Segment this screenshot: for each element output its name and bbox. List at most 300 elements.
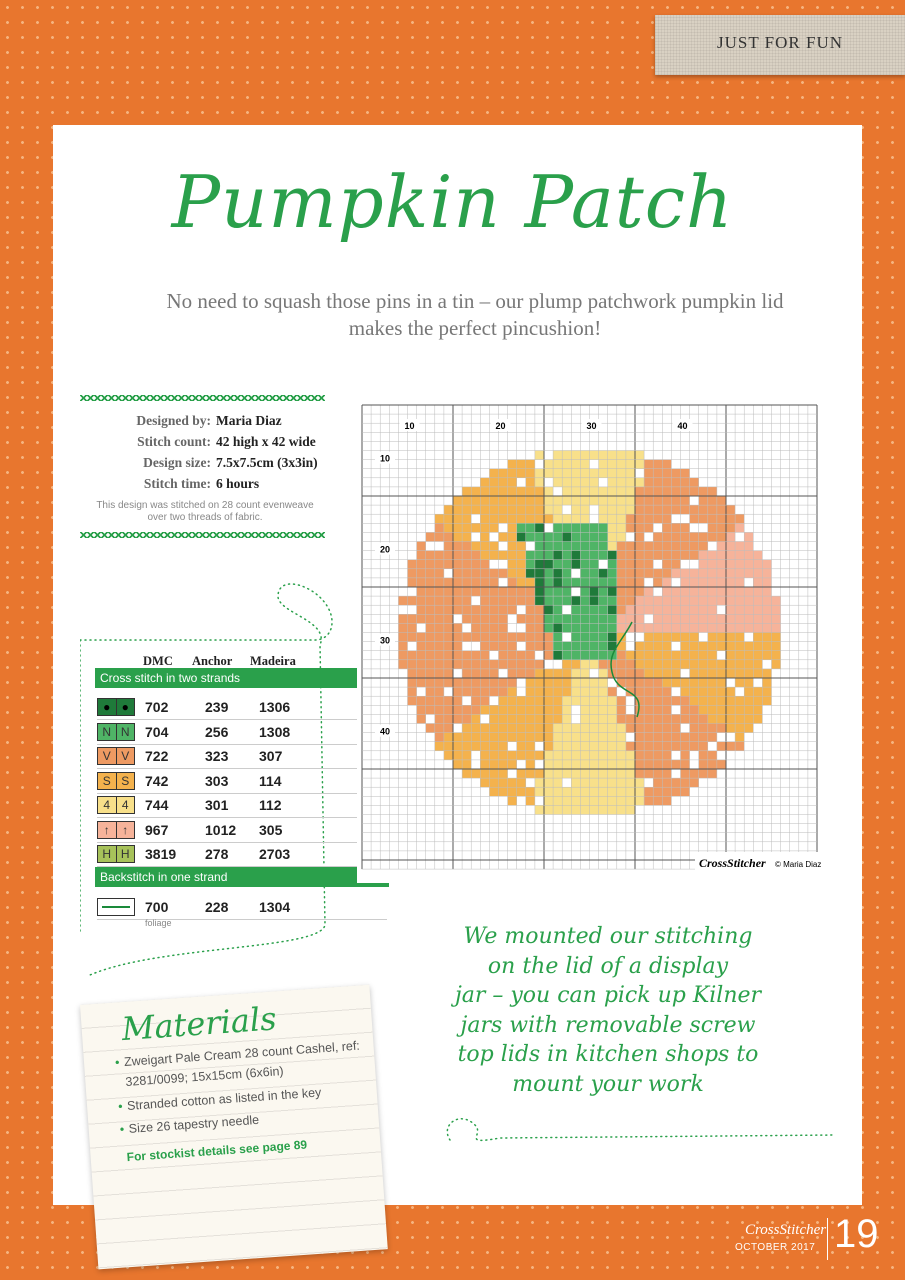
- stitch-cell: [653, 778, 662, 787]
- symbol-glyph: 4: [121, 798, 129, 812]
- stitch-cell: [699, 669, 708, 678]
- stitch-cell: [671, 542, 680, 551]
- stitch-cell: [444, 542, 453, 551]
- stitch-cell: [508, 651, 517, 660]
- stitch-cell: [699, 569, 708, 578]
- stitch-cell: [690, 623, 699, 632]
- stitch-cell: [517, 532, 526, 541]
- footer-date: OCTOBER 2017: [735, 1242, 816, 1253]
- key-dmc: 702: [145, 699, 169, 715]
- stitch-cell: [499, 678, 508, 687]
- stitch-cell: [453, 623, 462, 632]
- page-title: Pumpkin Patch: [171, 160, 734, 244]
- stitch-cell: [599, 551, 608, 560]
- stitch-cell: [526, 787, 535, 796]
- stitch-cell: [608, 596, 617, 605]
- stitch-cell: [753, 569, 762, 578]
- stitch-cell: [408, 596, 417, 605]
- symbol-glyph: H: [120, 847, 130, 861]
- stitch-cell: [599, 696, 608, 705]
- stitch-cell: [517, 787, 526, 796]
- stitch-cell: [535, 724, 544, 733]
- size-label: Design size:: [143, 454, 211, 470]
- key-row: [97, 793, 387, 818]
- stitch-cell: [744, 669, 753, 678]
- stitch-cell: [526, 560, 535, 569]
- stitch-cell: [553, 705, 562, 714]
- stitch-cell: [435, 687, 444, 696]
- stitch-cell: [499, 551, 508, 560]
- key-symbol: [97, 796, 135, 814]
- stitch-cell: [653, 687, 662, 696]
- stitch-cell: [608, 633, 617, 642]
- stitch-cell: [644, 551, 653, 560]
- stitch-cell: [426, 560, 435, 569]
- backstitch-swatch: [97, 898, 135, 916]
- chart-credit: © Maria Diaz: [775, 860, 822, 869]
- stitch-cell: [580, 596, 589, 605]
- stitch-cell: [644, 687, 653, 696]
- stitch-cell: [562, 460, 571, 469]
- stitch-cell: [608, 560, 617, 569]
- stitch-cell: [599, 751, 608, 760]
- stitch-cell: [526, 623, 535, 632]
- stitch-cell: [726, 669, 735, 678]
- stitch-cell: [544, 669, 553, 678]
- stitch-cell: [653, 696, 662, 705]
- stitch-cell: [708, 587, 717, 596]
- thread-key: [80, 640, 330, 935]
- stitch-cell: [617, 478, 626, 487]
- stitch-cell: [426, 660, 435, 669]
- stitch-cell: [699, 678, 708, 687]
- stitch-cell: [599, 796, 608, 805]
- stitch-cell: [471, 614, 480, 623]
- stitch-cell: [517, 778, 526, 787]
- stitch-cell: [662, 669, 671, 678]
- stitch-cell: [544, 487, 553, 496]
- stitch-cell: [417, 614, 426, 623]
- stitch-cell: [617, 651, 626, 660]
- stitch-cell: [681, 633, 690, 642]
- stitch-cell: [735, 542, 744, 551]
- stitch-cell: [580, 696, 589, 705]
- stitch-cell: [617, 542, 626, 551]
- stitch-cell: [671, 560, 680, 569]
- stitch-cell: [426, 532, 435, 541]
- stitch-cell: [426, 587, 435, 596]
- stitch-cell: [599, 605, 608, 614]
- stitch-cell: [562, 478, 571, 487]
- stitch-cell: [535, 642, 544, 651]
- stitch-cell: [690, 514, 699, 523]
- stitch-cell: [480, 678, 489, 687]
- stitch-cell: [717, 623, 726, 632]
- stitch-cell: [644, 678, 653, 687]
- stitch-cell: [681, 678, 690, 687]
- stitch-cell: [635, 614, 644, 623]
- stitch-cell: [644, 769, 653, 778]
- stitch-cell: [681, 532, 690, 541]
- stitch-cell: [553, 742, 562, 751]
- y-axis-label: 30: [379, 635, 391, 646]
- stitch-cell: [626, 451, 635, 460]
- stitch-cell: [499, 614, 508, 623]
- stitch-cell: [499, 587, 508, 596]
- stitch-cell: [580, 769, 589, 778]
- stitch-cell: [553, 614, 562, 623]
- stitch-cell: [671, 733, 680, 742]
- stitch-cell: [517, 487, 526, 496]
- stitch-cell: [580, 614, 589, 623]
- stitch-cell: [471, 587, 480, 596]
- stitch-cell: [735, 605, 744, 614]
- stitch-cell: [744, 623, 753, 632]
- material-item: • Stranded cotton as listed in the key: [126, 1079, 367, 1116]
- stitch-cell: [608, 551, 617, 560]
- stitch-cell: [608, 451, 617, 460]
- stitch-cell: [426, 569, 435, 578]
- stitch-cell: [599, 778, 608, 787]
- stitch-cell: [544, 605, 553, 614]
- stitch-cell: [480, 569, 489, 578]
- stitch-cell: [462, 551, 471, 560]
- stitch-cell: [690, 714, 699, 723]
- stitch-cell: [435, 532, 444, 541]
- stitch-cell: [699, 705, 708, 714]
- stitch-cell: [717, 587, 726, 596]
- stitch-cell: [435, 569, 444, 578]
- stitch-cell: [626, 614, 635, 623]
- stitch-cell: [453, 514, 462, 523]
- stitch-cell: [762, 560, 771, 569]
- stitch-cell: [580, 778, 589, 787]
- stitch-cell: [608, 496, 617, 505]
- stitch-cell: [753, 660, 762, 669]
- stitch-cell: [735, 696, 744, 705]
- stitch-cell: [590, 714, 599, 723]
- stitch-cell: [526, 523, 535, 532]
- stitch-cell: [735, 623, 744, 632]
- stitch-cell: [626, 596, 635, 605]
- stitch-cell: [690, 669, 699, 678]
- key-madeira: 1308: [259, 723, 291, 740]
- stitch-cell: [580, 623, 589, 632]
- stitch-cell: [626, 542, 635, 551]
- stitch-cell: [553, 587, 562, 596]
- stitch-cell: [599, 587, 608, 596]
- stitch-cell: [717, 551, 726, 560]
- stitch-cell: [562, 760, 571, 769]
- stitch-cell: [708, 496, 717, 505]
- stitch-cell: [489, 778, 498, 787]
- stitch-cell: [599, 523, 608, 532]
- stitch-cell: [662, 651, 671, 660]
- stitch-cell: [626, 523, 635, 532]
- stitch-cell: [744, 651, 753, 660]
- stitch-cell: [562, 669, 571, 678]
- stitch-cell: [480, 705, 489, 714]
- stitch-cell: [662, 714, 671, 723]
- backstitch-row: [97, 895, 387, 920]
- stitch-cell: [417, 660, 426, 669]
- stitch-cell: [635, 478, 644, 487]
- note-line: on the lid of a display: [487, 953, 729, 979]
- stitch-cell: [580, 742, 589, 751]
- stitch-cell: [626, 478, 635, 487]
- stitch-cell: [508, 633, 517, 642]
- key-anchor: 303: [205, 772, 229, 789]
- stitch-cell: [489, 578, 498, 587]
- stitch-cell: [489, 596, 498, 605]
- stitch-cell: [444, 705, 453, 714]
- stitch-cell: [408, 614, 417, 623]
- stitch-cell: [571, 487, 580, 496]
- stitch-cell: [708, 651, 717, 660]
- stitch-cell: [489, 705, 498, 714]
- stitch-cell: [635, 642, 644, 651]
- stitch-cell: [726, 687, 735, 696]
- stitch-cell: [590, 687, 599, 696]
- stitch-cell: [662, 633, 671, 642]
- stitch-cell: [535, 633, 544, 642]
- stitch-cell: [599, 614, 608, 623]
- stitch-cell: [635, 687, 644, 696]
- stitch-cell: [553, 633, 562, 642]
- stitch-cell: [408, 578, 417, 587]
- stitch-cell: [489, 587, 498, 596]
- stitch-cell: [435, 678, 444, 687]
- stitch-cell: [635, 669, 644, 678]
- stitch-cell: [653, 578, 662, 587]
- stitch-cell: [571, 623, 580, 632]
- stitch-cell: [435, 642, 444, 651]
- symbol-glyph: ↑: [122, 822, 129, 837]
- stitch-cell: [462, 505, 471, 514]
- stitch-cell: [489, 633, 498, 642]
- stitch-cell: [580, 678, 589, 687]
- stitch-cell: [526, 469, 535, 478]
- stitch-cell: [617, 623, 626, 632]
- stitch-cell: [662, 778, 671, 787]
- stitch-cell: [681, 760, 690, 769]
- stitch-cell: [762, 633, 771, 642]
- stitch-cell: [726, 714, 735, 723]
- stitch-cell: [608, 505, 617, 514]
- stitch-cell: [671, 714, 680, 723]
- stitch-cell: [553, 542, 562, 551]
- stitch-cell: [753, 642, 762, 651]
- stitch-cell: [580, 532, 589, 541]
- stitch-cell: [526, 696, 535, 705]
- stitch-cell: [753, 669, 762, 678]
- stitch-cell: [471, 523, 480, 532]
- stitch-cell: [644, 733, 653, 742]
- stitch-cell: [608, 714, 617, 723]
- symbol-glyph: N: [98, 724, 117, 740]
- stitch-cell: [590, 623, 599, 632]
- stitch-cell: [517, 669, 526, 678]
- stitch-cell: [526, 733, 535, 742]
- key-row: [97, 720, 387, 745]
- x-axis-label: 20: [495, 421, 506, 431]
- stitch-cell: [526, 460, 535, 469]
- stitch-cell: [553, 460, 562, 469]
- stitch-cell: [662, 660, 671, 669]
- stitch-cell: [599, 496, 608, 505]
- stitch-cell: [580, 496, 589, 505]
- mounting-note: [438, 922, 778, 1099]
- key-dmc: 742: [145, 772, 169, 789]
- stitch-cell: [617, 805, 626, 814]
- stitch-cell: [480, 523, 489, 532]
- stitch-cell: [635, 542, 644, 551]
- stitch-cell: [662, 542, 671, 551]
- stitch-cell: [653, 705, 662, 714]
- stitch-cell: [562, 733, 571, 742]
- stitch-cell: [671, 551, 680, 560]
- stitch-cell: [699, 487, 708, 496]
- stitch-cell: [426, 623, 435, 632]
- stitch-cell: [553, 505, 562, 514]
- stitch-cell: [608, 733, 617, 742]
- stitch-cell: [617, 769, 626, 778]
- stitch-cell: [681, 660, 690, 669]
- stitch-cell: [571, 596, 580, 605]
- stitch-cell: [608, 623, 617, 632]
- stitch-cell: [489, 505, 498, 514]
- stitch-cell: [499, 642, 508, 651]
- stitch-cell: [681, 478, 690, 487]
- stitch-cell: [599, 451, 608, 460]
- stitch-cell: [571, 523, 580, 532]
- stitch-cell: [580, 542, 589, 551]
- stitch-cell: [580, 523, 589, 532]
- stitch-cell: [772, 605, 781, 614]
- stitch-cell: [635, 751, 644, 760]
- stitch-cell: [508, 523, 517, 532]
- stitch-cell: [508, 505, 517, 514]
- stitch-cell: [617, 596, 626, 605]
- stitch-cell: [544, 587, 553, 596]
- stitch-cell: [562, 714, 571, 723]
- time-label: Stitch time:: [143, 475, 211, 491]
- stitch-cell: [671, 587, 680, 596]
- stitch-cell: [599, 769, 608, 778]
- stitch-cell: [508, 733, 517, 742]
- stitch-cell: [590, 805, 599, 814]
- key-anchor: 278: [205, 846, 229, 862]
- stitch-cell: [462, 760, 471, 769]
- stitch-cell: [489, 642, 498, 651]
- stitch-cell: [735, 569, 744, 578]
- stitch-cell: [499, 596, 508, 605]
- stitch-cell: [526, 605, 535, 614]
- stitch-cell: [708, 642, 717, 651]
- stitch-cell: [444, 651, 453, 660]
- stitch-cell: [571, 660, 580, 669]
- stitch-cell: [508, 796, 517, 805]
- stitch-cell: [571, 724, 580, 733]
- stitch-cell: [644, 760, 653, 769]
- stitch-cell: [562, 651, 571, 660]
- stitch-cell: [480, 778, 489, 787]
- stitch-cell: [426, 669, 435, 678]
- stitch-cell: [626, 787, 635, 796]
- stitch-cell: [462, 633, 471, 642]
- stitch-cell: [508, 696, 517, 705]
- stitch-cell: [681, 569, 690, 578]
- stitch-cell: [653, 514, 662, 523]
- stitch-cell: [644, 523, 653, 532]
- stitch-cell: [735, 551, 744, 560]
- stitch-cell: [744, 560, 753, 569]
- symbol-glyph: ●: [98, 699, 117, 715]
- stitch-cell: [608, 760, 617, 769]
- stitch-cell: [772, 660, 781, 669]
- stitch-cell: [535, 542, 544, 551]
- stitch-cell: [444, 733, 453, 742]
- stitch-cell: [480, 760, 489, 769]
- stitch-cell: [544, 514, 553, 523]
- stitch-cell: [453, 542, 462, 551]
- stitch-cell: [562, 742, 571, 751]
- stitch-cell: [489, 742, 498, 751]
- stitch-cell: [471, 687, 480, 696]
- stitch-cell: [508, 514, 517, 523]
- stitch-cell: [553, 760, 562, 769]
- stitch-cell: [644, 560, 653, 569]
- stitch-cell: [653, 751, 662, 760]
- stitch-cell: [444, 660, 453, 669]
- x-axis-label: 40: [677, 421, 688, 431]
- stitch-cell: [571, 633, 580, 642]
- stitch-cell: [489, 751, 498, 760]
- footer-separator: [827, 1218, 828, 1260]
- stitch-cell: [681, 742, 690, 751]
- stitch-cell: [662, 614, 671, 623]
- stitch-cell: [590, 523, 599, 532]
- stitch-cell: [562, 696, 571, 705]
- stitch-cell: [626, 760, 635, 769]
- stitch-cell: [553, 514, 562, 523]
- stitch-cell: [599, 532, 608, 541]
- stitch-cell: [753, 714, 762, 723]
- stitch-cell: [599, 469, 608, 478]
- stitch-cell: [690, 660, 699, 669]
- stitch-cell: [508, 478, 517, 487]
- stitch-cell: [462, 596, 471, 605]
- stitch-cell: [599, 660, 608, 669]
- stitch-cell: [544, 532, 553, 541]
- stitch-cell: [599, 742, 608, 751]
- stitch-cell: [599, 705, 608, 714]
- stitch-cell: [562, 660, 571, 669]
- stitch-cell: [617, 514, 626, 523]
- stitch-cell: [690, 642, 699, 651]
- stitch-cell: [571, 787, 580, 796]
- footer-brand: CrossStitcher: [745, 1222, 827, 1238]
- stitch-cell: [453, 587, 462, 596]
- stitch-cell: [435, 651, 444, 660]
- stitch-cell: [499, 569, 508, 578]
- stitch-cell: [653, 633, 662, 642]
- key-symbol: [97, 845, 135, 863]
- stitch-cell: [726, 605, 735, 614]
- stitch-cell: [717, 542, 726, 551]
- stitch-cell: [508, 587, 517, 596]
- stitch-cell: [708, 696, 717, 705]
